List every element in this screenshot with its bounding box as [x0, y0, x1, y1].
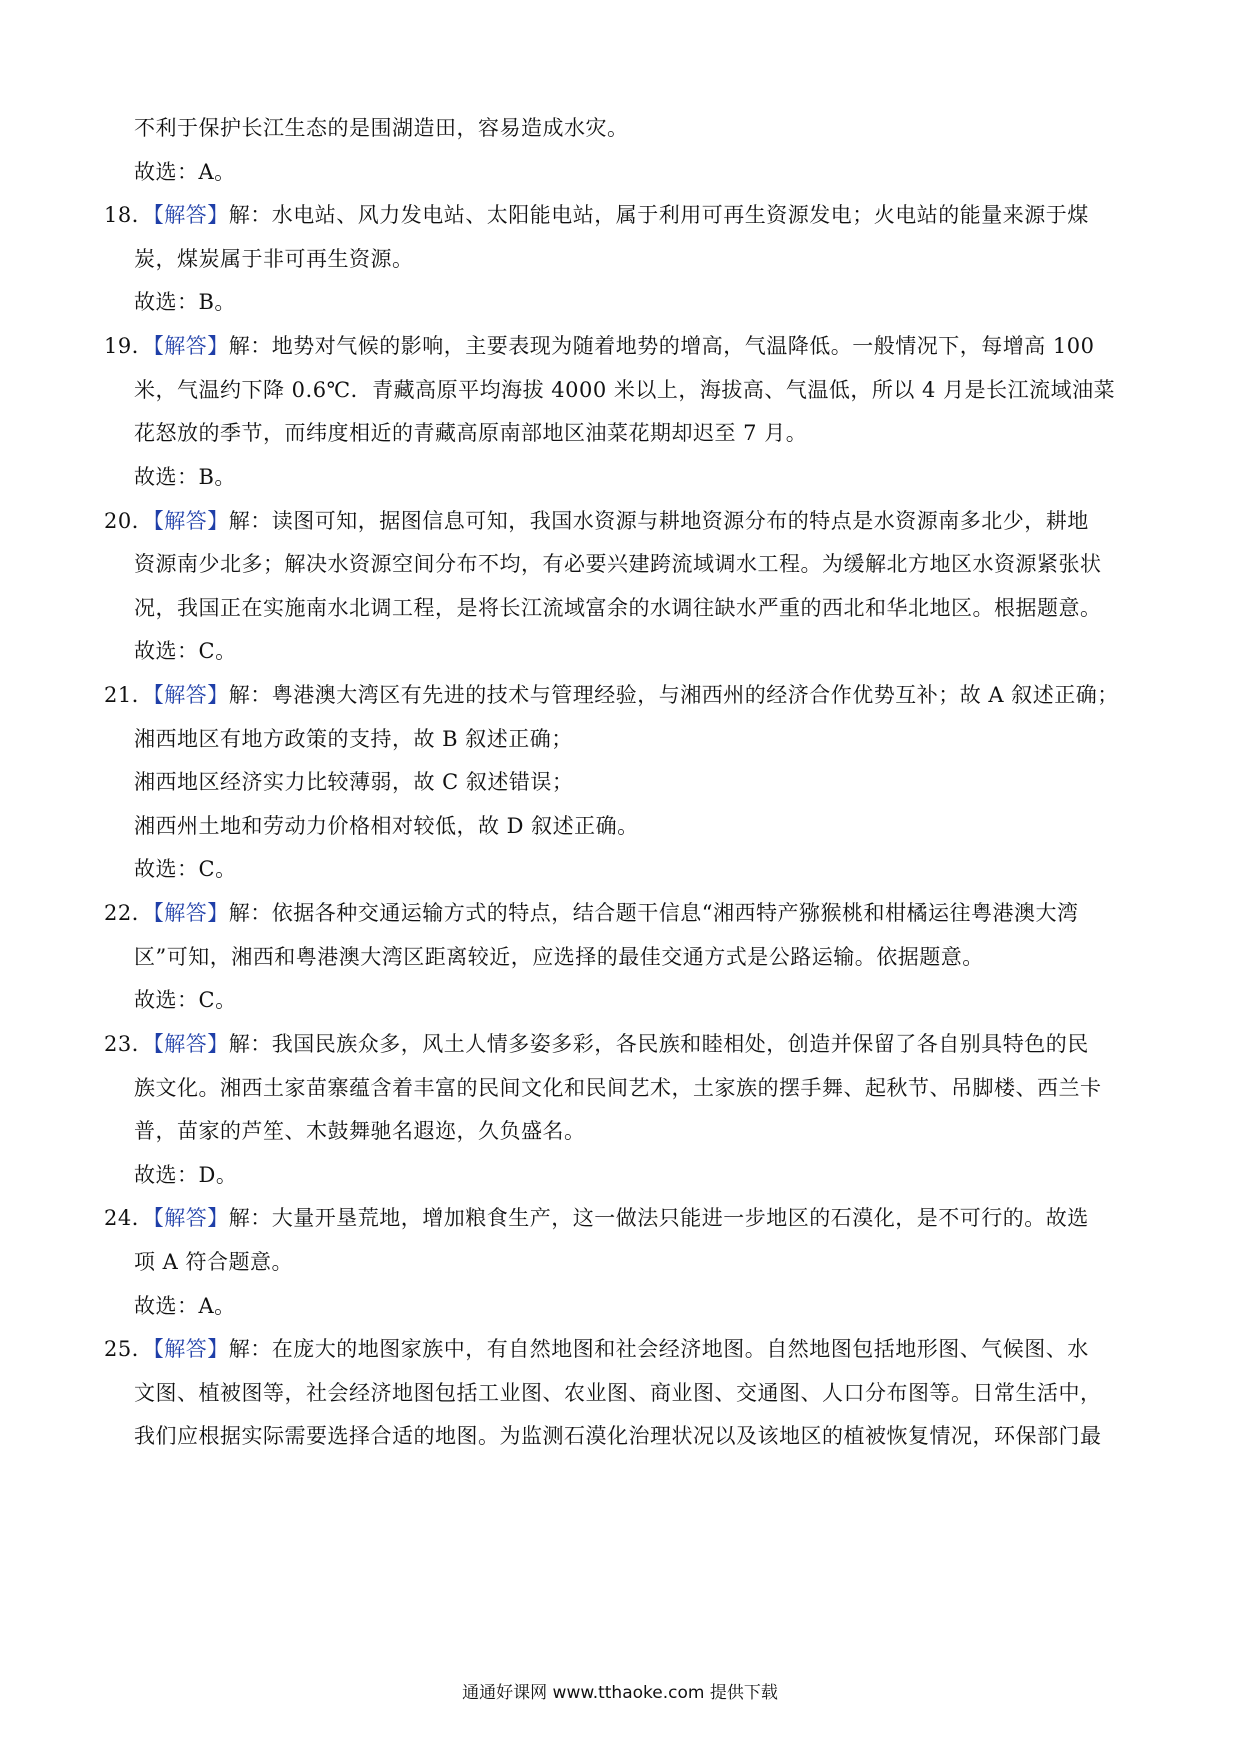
answer-text: 解：粤港澳大湾区有先进的技术与管理经验，与湘西州的经济合作优势互补；故 A 叙述正确； [228, 683, 1119, 707]
answer-19-line-3: 花怒放的季节，而纬度相近的青藏高原南部地区油菜花期却迟至 7 月。 [134, 421, 808, 445]
answer-18-line-2: 炭，煤炭属于非可再生资源。 [134, 247, 414, 271]
answer-20 [104, 506, 1089, 536]
answer-text: 解：读图可知，据图信息可知，我国水资源与耕地资源分布的特点是水资源南多北少，耕地 [228, 509, 1089, 533]
question-number: 25． [104, 1337, 154, 1361]
answer-text: 解：在庞大的地图家族中，有自然地图和社会经济地图。自然地图包括地形图、气候图、水 [228, 1337, 1089, 1361]
question-number: 22． [104, 901, 154, 925]
question-number: 21． [104, 683, 154, 707]
answer-23 [104, 1029, 1089, 1059]
answer-20-choice: 故选：C。 [134, 639, 237, 663]
answer-19 [104, 331, 1095, 361]
answer-text: 解：大量开垦荒地，增加粮食生产，这一做法只能进一步地区的石漠化，是不可行的。故选 [228, 1206, 1089, 1230]
answer-tag: 【解答】 [153, 1032, 229, 1056]
answer-23-line-2: 族文化。湘西土家苗寨蕴含着丰富的民间文化和民间艺术，土家族的摆手舞、起秋节、吊脚楼、西兰卡 [134, 1076, 1102, 1100]
answer-24 [104, 1203, 1089, 1233]
answer-tag: 【解答】 [153, 1206, 229, 1230]
answer-25-line-2: 文图、植被图等，社会经济地图包括工业图、农业图、商业图、交通图、人口分布图等。日常生活中， [134, 1381, 1102, 1405]
answer-text: 解：依据各种交通运输方式的特点，结合题干信息“湘西特产猕猴桃和柑橘运往粤港澳大湾 [228, 901, 1079, 925]
answer-21 [104, 680, 1119, 710]
answer-22-choice: 故选：C。 [134, 988, 237, 1012]
answer-tag: 【解答】 [153, 683, 229, 707]
question-number: 18． [104, 203, 154, 227]
question-number: 23． [104, 1032, 154, 1056]
question-number: 20． [104, 509, 154, 533]
page-footer: 通通好课网 www.tthaoke.com 提供下载 [462, 1683, 778, 1703]
answer-22-line-2: 区”可知，湘西和粤港澳大湾区距离较近，应选择的最佳交通方式是公路运输。依据题意。 [134, 945, 984, 969]
answer-19-line-2: 米，气温约下降 0.6℃．青藏高原平均海拔 4000 米以上，海拔高、气温低，所以 4 月是长江流域油菜 [134, 378, 1116, 402]
answer-tag: 【解答】 [153, 334, 229, 358]
answer-text: 解：水电站、风力发电站、太阳能电站，属于利用可再生资源发电；火电站的能量来源于煤 [228, 203, 1089, 227]
answer-25-line-3: 我们应根据实际需要选择合适的地图。为监测石漠化治理状况以及该地区的植被恢复情况，环保部门最 [134, 1424, 1102, 1448]
answer-21-line-3: 湘西地区经济实力比较薄弱，故 C 叙述错误； [134, 770, 574, 794]
answer-tag: 【解答】 [153, 203, 229, 227]
answer-23-choice: 故选：D。 [134, 1163, 238, 1187]
answer-tag: 【解答】 [153, 509, 229, 533]
answer-17-choice: 故选：A。 [134, 160, 236, 184]
answer-23-line-3: 普，苗家的芦笙、木鼓舞驰名遐迩，久负盛名。 [134, 1119, 586, 1143]
question-number: 19． [104, 334, 154, 358]
answer-20-line-2: 资源南少北多；解决水资源空间分布不均，有必要兴建跨流域调水工程。为缓解北方地区水资源紧张状 [134, 552, 1102, 576]
answer-20-line-3: 况，我国正在实施南水北调工程，是将长江流域富余的水调往缺水严重的西北和华北地区。根据题意。 [134, 596, 1102, 620]
answer-22 [104, 898, 1078, 928]
answer-18 [104, 200, 1089, 230]
answer-tag: 【解答】 [153, 1337, 229, 1361]
answer-21-line-4: 湘西州土地和劳动力价格相对较低，故 D 叙述正确。 [134, 814, 639, 838]
answer-17-text-line: 不利于保护长江生态的是围湖造田，容易造成水灾。 [134, 116, 629, 140]
answer-21-choice: 故选：C。 [134, 857, 237, 881]
answer-text: 解：我国民族众多，风土人情多姿多彩，各民族和睦相处，创造并保留了各自别具特色的民 [228, 1032, 1089, 1056]
answer-24-choice: 故选：A。 [134, 1294, 236, 1318]
answer-18-choice: 故选：B。 [134, 290, 236, 314]
answer-tag: 【解答】 [153, 901, 229, 925]
answer-19-choice: 故选：B。 [134, 465, 236, 489]
answer-text: 解：地势对气候的影响，主要表现为随着地势的增高，气温降低。一般情况下，每增高 100 [228, 334, 1095, 358]
question-number: 24． [104, 1206, 154, 1230]
answer-24-line-2: 项 A 符合题意。 [134, 1250, 294, 1274]
answer-21-line-2: 湘西地区有地方政策的支持，故 B 叙述正确； [134, 727, 573, 751]
answer-25 [104, 1334, 1089, 1364]
